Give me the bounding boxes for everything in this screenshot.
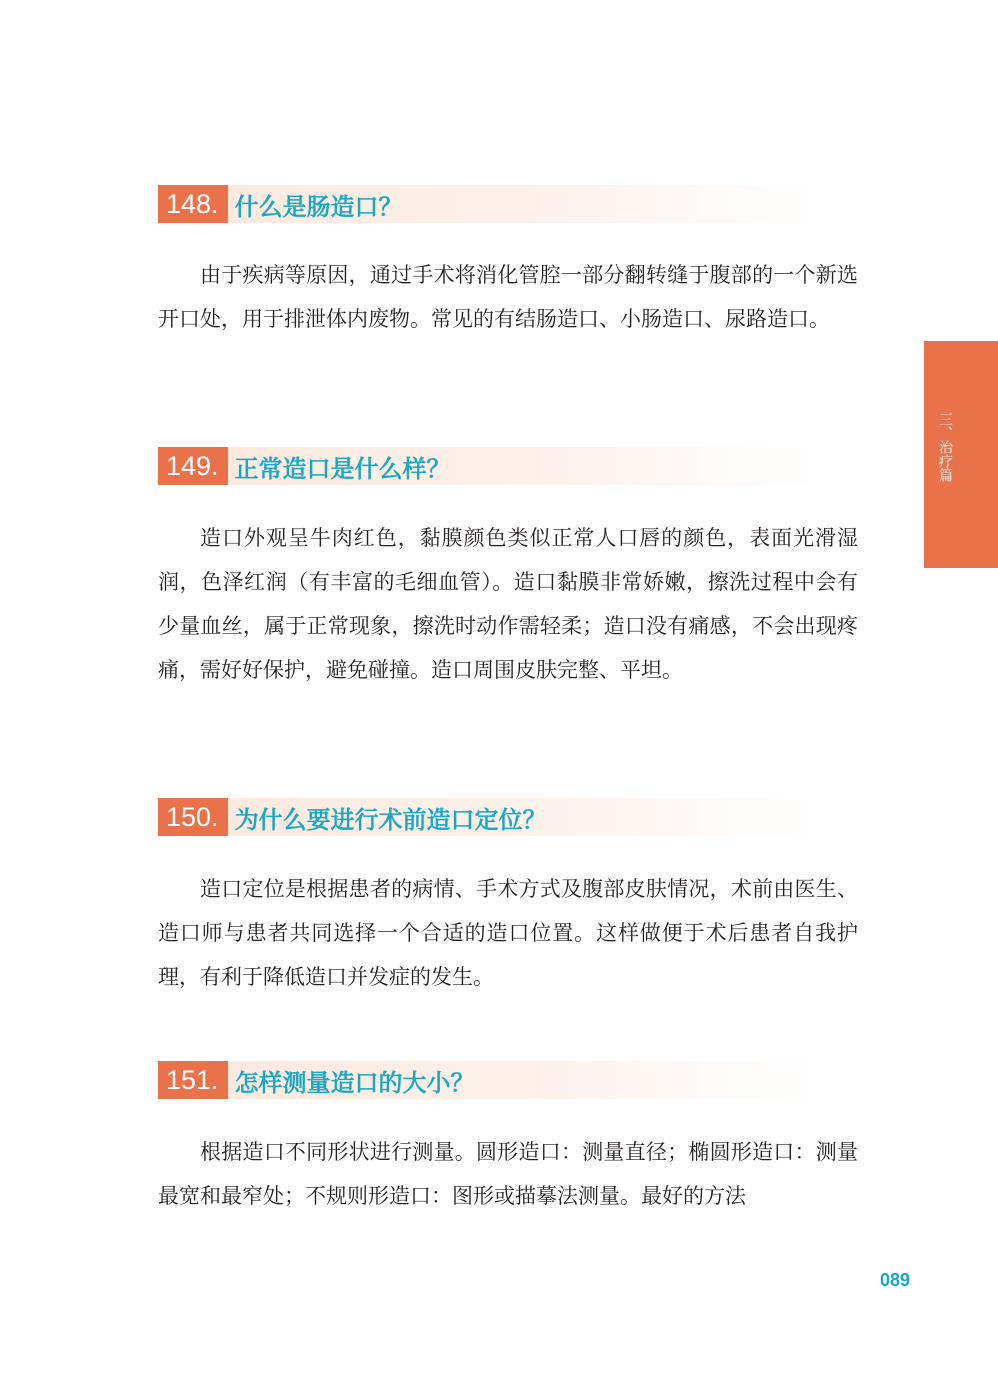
answer-paragraph-149: 造口外观呈牛肉红色，黏膜颜色类似正常人口唇的颜色，表面光滑湿润，色泽红润（有丰富的毛细血管）。造口黏膜非常娇嫩，擦洗过程中会有少量血丝，属于正常现象，擦洗时动作需轻柔；造口没有痛感，不会出现疼痛，需好好保护，避免碰撞。造口周围皮肤完整、平坦。 xyxy=(158,526,858,682)
chapter-side-label: 三、治疗篇 xyxy=(937,412,953,482)
question-heading-149 xyxy=(158,447,818,485)
question-heading-151 xyxy=(158,1061,818,1099)
question-title: 为什么要进行术前造口定位？ xyxy=(234,805,547,834)
question-number: 150. xyxy=(158,798,228,836)
question-title: 什么是肠造口？ xyxy=(234,192,403,221)
answer-paragraph-148: 由于疾病等原因，通过手术将消化管腔一部分翻转缝于腹部的一个新选开口处，用于排泄体内废物。常见的有结肠造口、小肠造口、尿路造口。 xyxy=(158,263,858,331)
question-number: 149. xyxy=(158,447,228,485)
answer-paragraph-150: 造口定位是根据患者的病情、手术方式及腹部皮肤情况，术前由医生、造口师与患者共同选择一个合适的造口位置。这样做便于术后患者自我护理，有利于降低造口并发症的发生。 xyxy=(158,877,858,989)
question-heading-148 xyxy=(158,185,818,223)
question-title: 正常造口是什么样？ xyxy=(234,454,451,483)
question-number: 151. xyxy=(158,1061,228,1099)
answer-paragraph-151: 根据造口不同形状进行测量。圆形造口：测量直径；椭圆形造口：测量最宽和最窄处；不规则形造口：图形或描摹法测量。最好的方法 xyxy=(158,1140,858,1208)
question-heading-150 xyxy=(158,798,818,836)
page-number: 089 xyxy=(880,1270,911,1290)
question-number: 148. xyxy=(158,185,228,223)
question-title: 怎样测量造口的大小？ xyxy=(234,1068,475,1097)
